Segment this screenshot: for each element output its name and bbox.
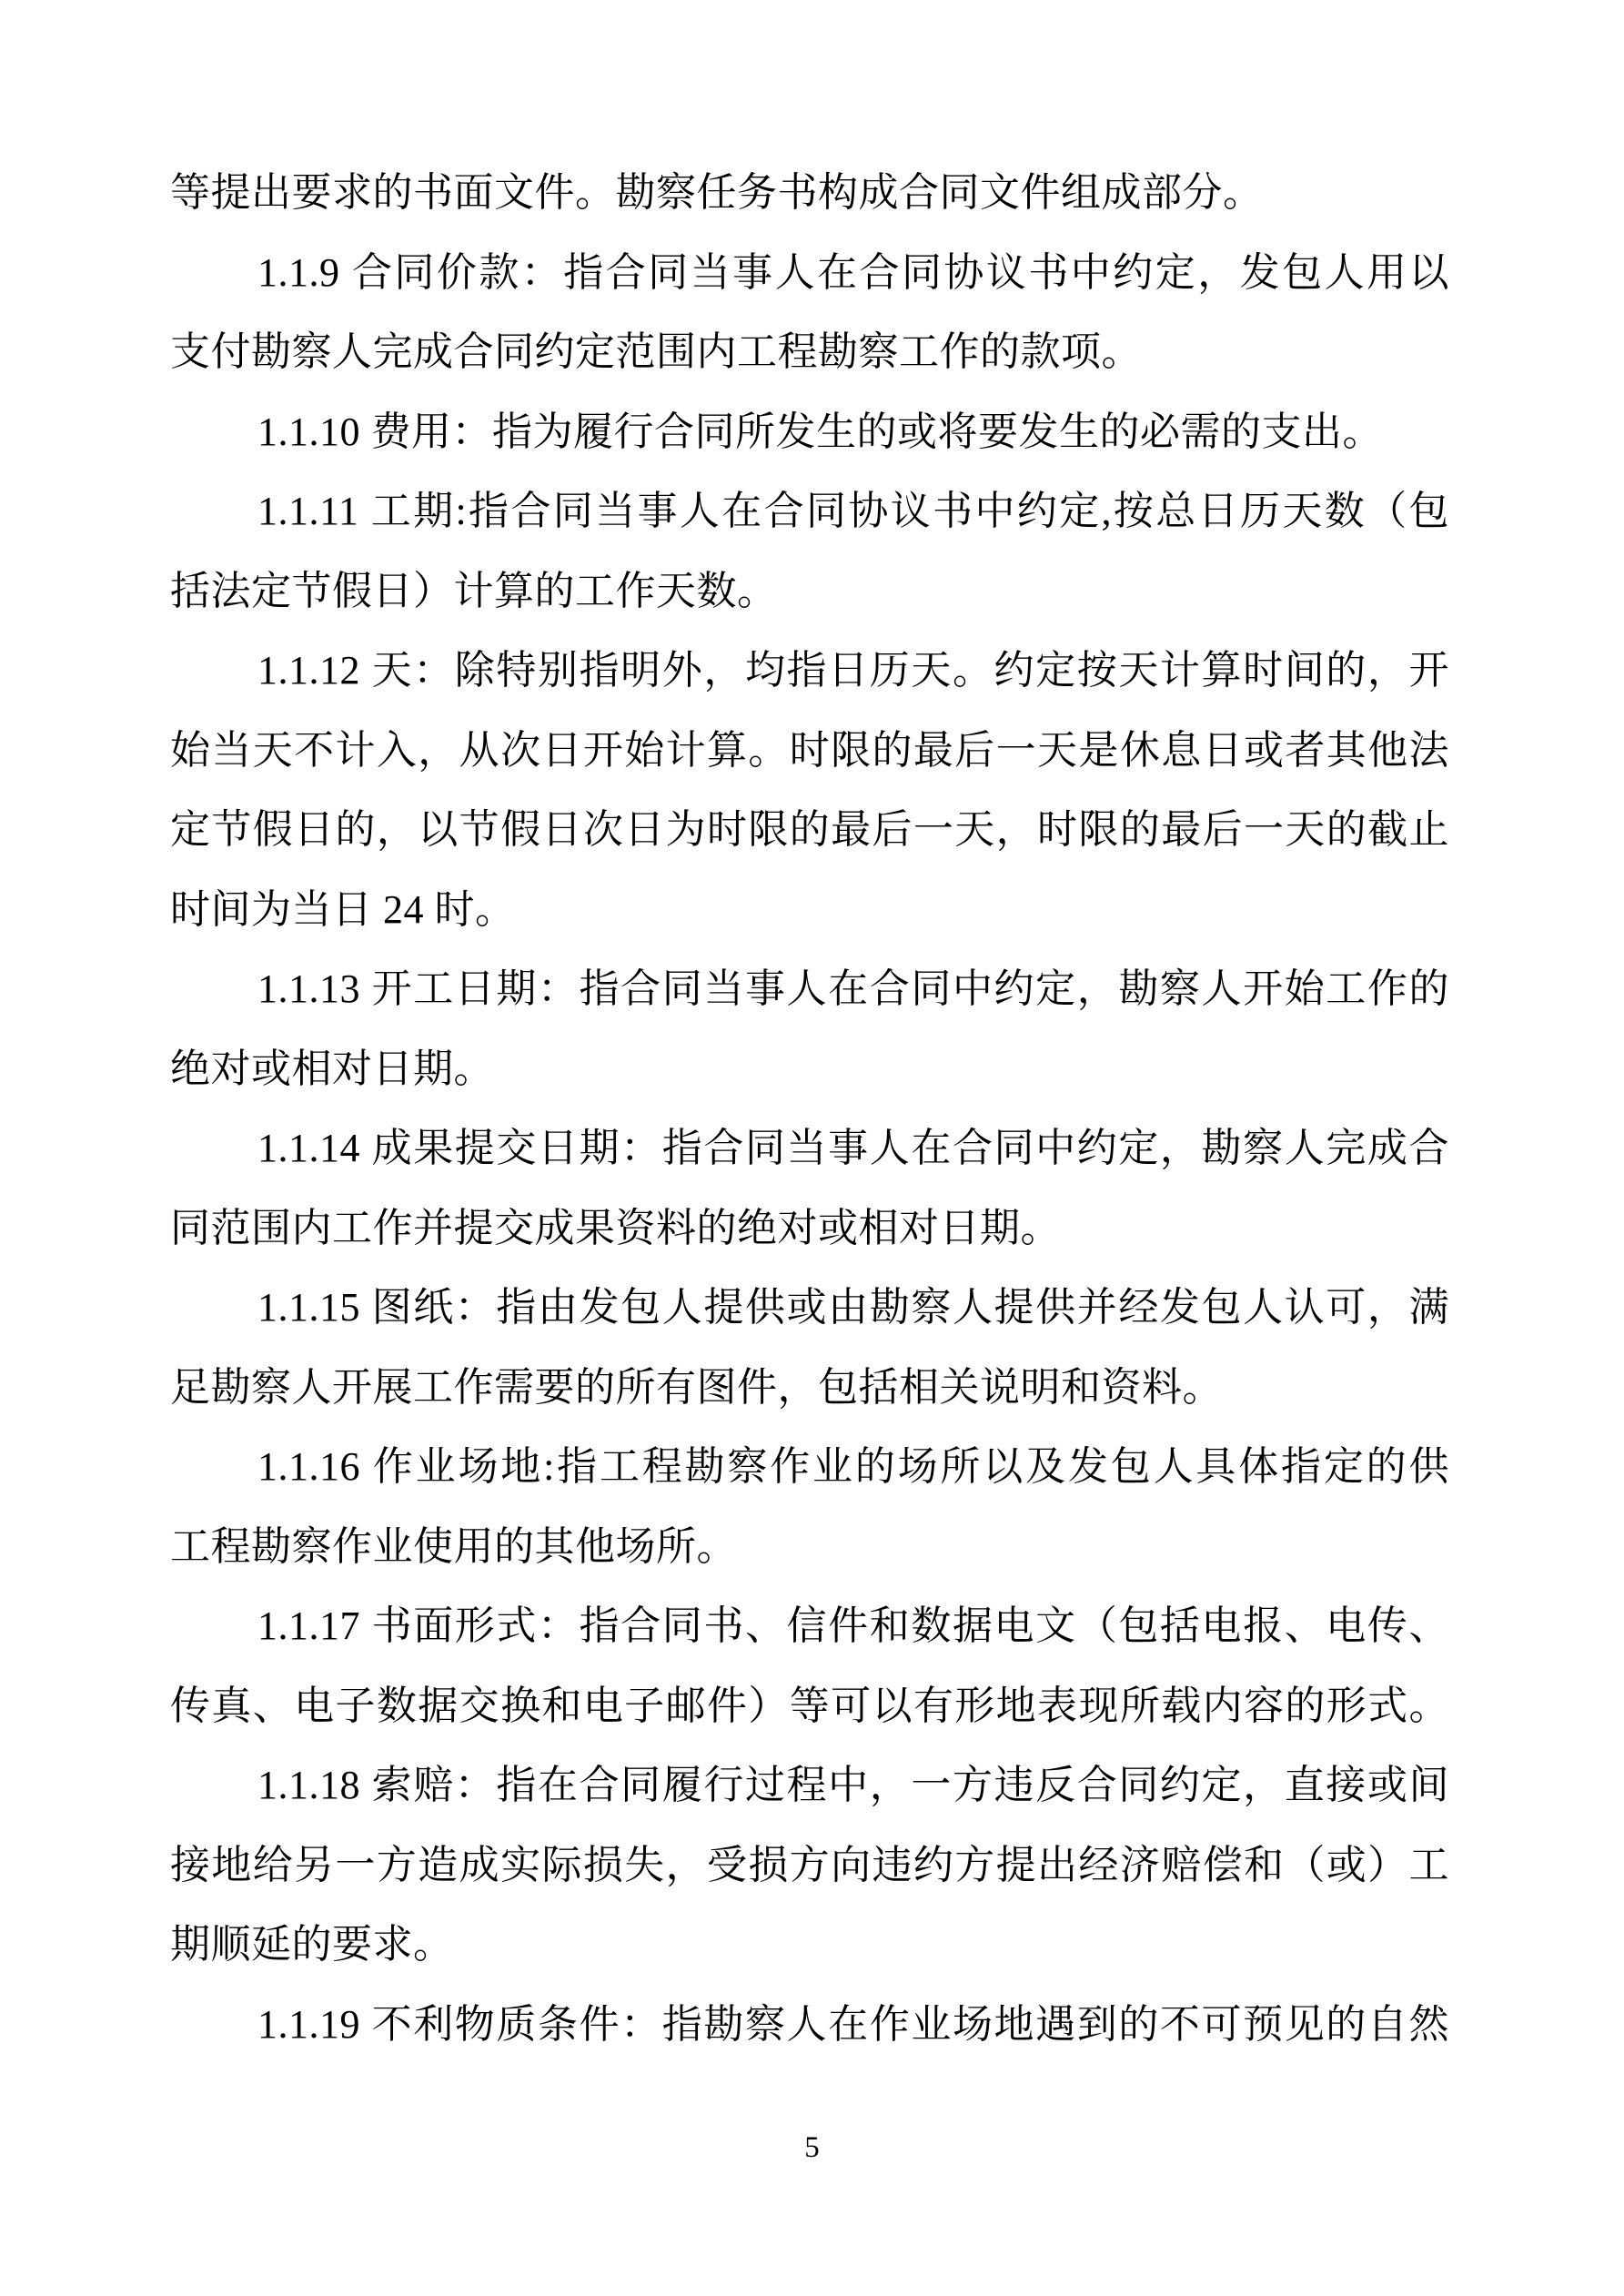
text-line: 1.1.9 合同价款：指合同当事人在合同协议书中约定，发包人用以 [257,249,1449,295]
text-line: 1.1.13 开工日期：指合同当事人在合同中约定，勘察人开始工作的 [257,966,1449,1011]
text-line: 定节假日的，以节假日次日为时限的最后一天，时限的最后一天的截止 [170,807,1449,852]
text-line: 括法定节假日）计算的工作天数。 [170,568,778,613]
text-line: 1.1.16 作业场地:指工程勘察作业的场所以及发包人具体指定的供 [257,1444,1449,1489]
text-line: 始当天不计入，从次日开始计算。时限的最后一天是休息日或者其他法 [170,727,1449,773]
text-line: 足勘察人开展工作需要的所有图件，包括相关说明和资料。 [170,1364,1223,1410]
text-line: 1.1.10 费用：指为履行合同所发生的或将要发生的必需的支出。 [257,409,1383,454]
text-line: 支付勘察人完成合同约定范围内工程勘察工作的款项。 [170,329,1142,374]
text-line: 1.1.11 工期:指合同当事人在合同协议书中约定,按总日历天数（包 [257,489,1449,533]
text-line: 等提出要求的书面文件。勘察任务书构成合同文件组成部分。 [170,170,1264,215]
text-line: 工程勘察作业使用的其他场所。 [170,1523,737,1569]
text-line: 接地给另一方造成实际损失，受损方向违约方提出经济赔偿和（或）工 [170,1842,1449,1887]
text-line: 时间为当日 24 时。 [170,886,516,932]
text-line: 传真、电子数据交换和电子邮件）等可以有形地表现所载内容的形式。 [170,1683,1449,1728]
text-line: 1.1.12 天：除特别指明外，均指日历天。约定按天计算时间的，开 [257,648,1449,693]
text-line: 1.1.14 成果提交日期：指合同当事人在合同中约定，勘察人完成合 [257,1126,1449,1170]
text-line: 1.1.17 书面形式：指合同书、信件和数据电文（包括电报、电传、 [257,1603,1449,1648]
text-line: 同范围内工作并提交成果资料的绝对或相对日期。 [170,1205,1061,1250]
text-line: 期顺延的要求。 [170,1922,454,1967]
text-line: 1.1.15 图纸：指由发包人提供或由勘察人提供并经发包人认可，满 [257,1285,1449,1330]
text-line: 1.1.18 索赔：指在合同履行过程中，一方违反合同约定，直接或间 [257,1763,1449,1807]
page-number: 5 [804,2131,820,2164]
document-body [170,153,1449,2064]
text-line: 1.1.19 不利物质条件：指勘察人在作业场地遇到的不可预见的自然 [257,2001,1449,2047]
text-line: 绝对或相对日期。 [170,1046,494,1091]
